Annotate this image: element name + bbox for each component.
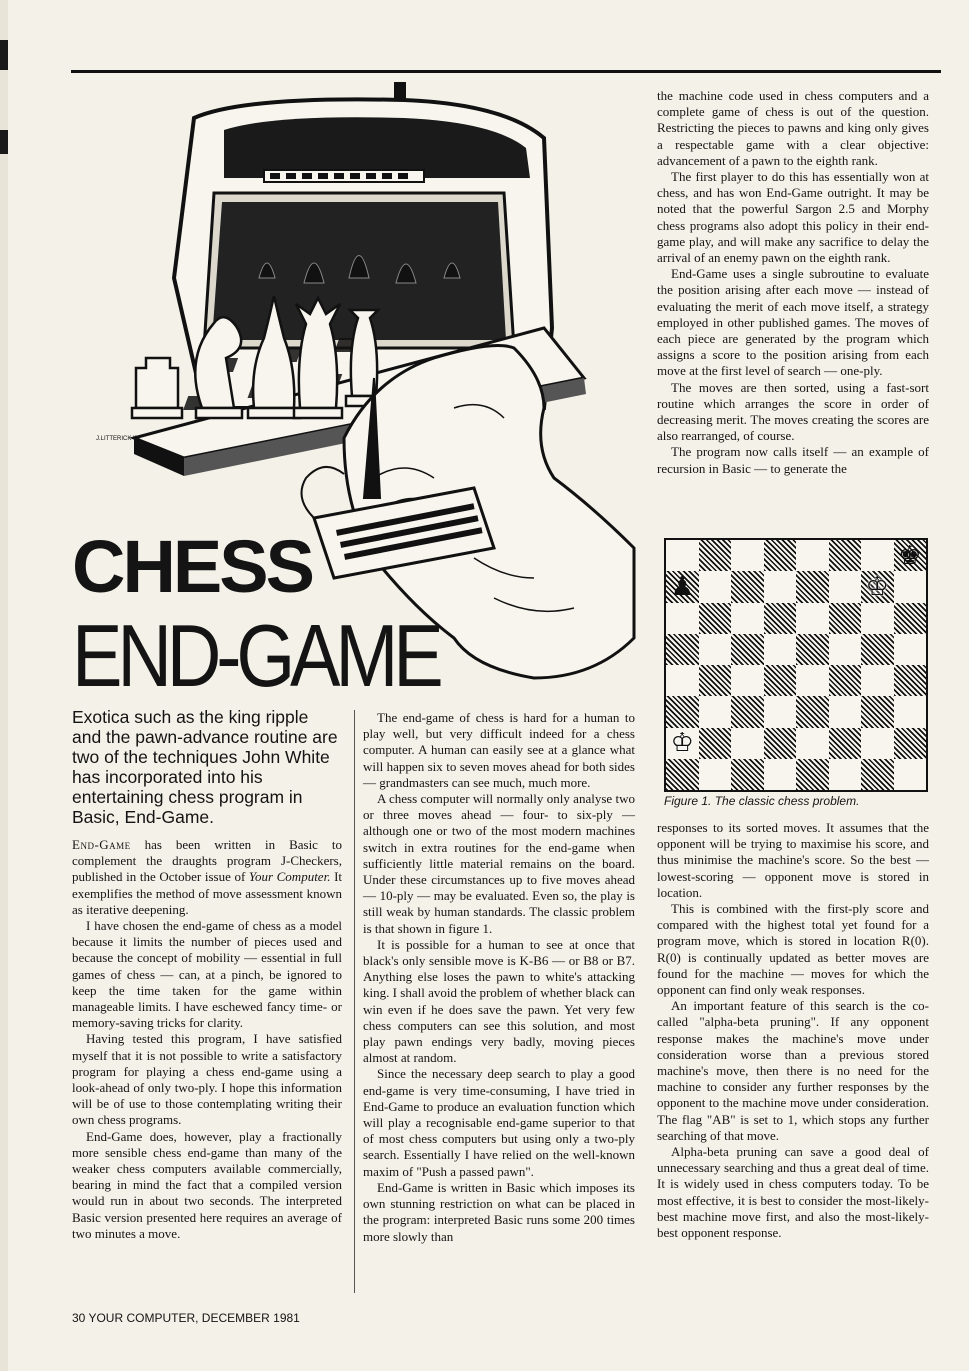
column-divider: [354, 710, 355, 1293]
board-square-h8: [894, 540, 927, 571]
board-square-b7: [699, 571, 732, 602]
board-square-f5: [829, 634, 862, 665]
board-square-f4: [829, 665, 862, 696]
board-square-e1: [796, 759, 829, 790]
board-square-g2: [861, 728, 894, 759]
board-square-h1: [894, 759, 927, 790]
paragraph: Alpha-beta pruning can save a good deal of unnecessary searching and thus a great deal of time. It is widely used in chess computers today. To be most effective, it is best to consider the most-likely-best machine move first, and also the most-likely-best opponent response.: [657, 1144, 929, 1241]
board-square-c2: [731, 728, 764, 759]
lead-smallcaps: End-Game: [72, 837, 131, 852]
paragraph: An important feature of this search is the co-called "alpha-beta pruning". If any opponent response makes the machine's move under consideration worse than a previous stored machine's move, then there is no need for the machine to consider any further responses by the opponent to the machine move under consideration. The flag "AB" is set to 1, which stops any further searching of that move.: [657, 998, 929, 1143]
board-square-d3: [764, 696, 797, 727]
board-square-f2: [829, 728, 862, 759]
board-square-a1: [666, 759, 699, 790]
board-square-e6: [796, 603, 829, 634]
board-square-b4: [699, 665, 732, 696]
paragraph: A chess computer will normally only analyse two or three moves ahead — four- to six-ply — although one or two of the most modern machines switch in extra routines for the end-game when sufficiently little material remains on the board. Under these circumstances up to five moves ahead — 10-ply — may be evaluated. Even so, the play is still weak by human standards. The classic problem is that shown in figure 1.: [363, 791, 635, 936]
board-square-d4: [764, 665, 797, 696]
board-square-c8: [731, 540, 764, 571]
board-square-a8: [666, 540, 699, 571]
spine-mark: [0, 130, 8, 154]
board-square-g4: [861, 665, 894, 696]
board-square-h5: [894, 634, 927, 665]
magazine-title: Your Computer.: [248, 869, 331, 885]
black-piece: ♟: [670, 571, 694, 602]
board-square-f8: [829, 540, 862, 571]
page-spine: [0, 0, 8, 1371]
headline-chess: CHESS: [72, 525, 312, 608]
page-footer: 30 YOUR COMPUTER, DECEMBER 1981: [72, 1311, 300, 1325]
board-square-g8: [861, 540, 894, 571]
board-square-c4: [731, 665, 764, 696]
top-rule: [71, 70, 941, 73]
board-square-e7: [796, 571, 829, 602]
board-square-c1: [731, 759, 764, 790]
board-square-f3: [829, 696, 862, 727]
board-square-a5: [666, 634, 699, 665]
paragraph: The first player to do this has essentially won at chess, and has won End-Game outright. It may be noted that the powerful Sargon 2.5 and Morphy chess programs also adopt this policy in their end-game play, and will make any sacrifice to delay the arrival of an enemy pawn on the eighth rank.: [657, 169, 929, 266]
board-square-b5: [699, 634, 732, 665]
paragraph: [72, 837, 342, 918]
board-square-g3: [861, 696, 894, 727]
board-square-d5: [764, 634, 797, 665]
board-square-c6: [731, 603, 764, 634]
paragraph: Having tested this program, I have satisfied myself that it is not possible to write a satisfactory program for playing a chess end-game using a look-ahead of only two-ply. I hope this information will be of use to those contemplating writing their own chess programs.: [72, 1031, 342, 1128]
board-square-e3: [796, 696, 829, 727]
paragraph: End-Game does, however, play a fractionally more sensible chess end-game than many of the weaker chess computers available commercially, bearing in mind the fact that a compiled version would run in about two seconds. The interpreted Basic version presented here requires an average of two minutes a move.: [72, 1128, 342, 1241]
board-square-a7: [666, 571, 699, 602]
board-square-d7: [764, 571, 797, 602]
artist-signature: J.LITTERICK '81: [96, 436, 141, 442]
paragraph: It is possible for a human to see at once that black's only sensible move is K-B6 — or B8 or B7. Anything else loses the pawn to white's attacking king. I shall avoid the problem of whether black can win even if he does save the pawn. Yet very few chess computers can see this solution, and most play pawn endings very badly, moving pieces almost at random.: [363, 936, 635, 1066]
paragraph: End-Game is written in Basic which imposes its own stunning restriction on what can be placed in the program: interpreted Basic runs some 200 times more slowly than: [363, 1179, 635, 1244]
paragraph: I have chosen the end-game of chess as a model because it limits the number of pieces used and because the concept of mobility — essential in full games of chess — can, at a pinch, be ignored to keep the time taken for the game within manageable limits. I have eschewed fancy time- or memory-saving tricks for clarity.: [72, 918, 342, 1031]
board-square-c3: [731, 696, 764, 727]
paragraph: The end-game of chess is hard for a human to play well, but very difficult indeed for a chess computer. A human can easily see at a glance what will happen six to seven moves ahead for both sides — grandmasters can see much, much more.: [363, 710, 635, 790]
paragraph: The program now calls itself — an example of recursion in Basic — to generate the: [657, 444, 929, 476]
board-square-e8: [796, 540, 829, 571]
board-square-g6: [861, 603, 894, 634]
board-square-d8: [764, 540, 797, 571]
board-square-b3: [699, 696, 732, 727]
article-column-3-bottom: [657, 820, 929, 1241]
board-square-h4: [894, 665, 927, 696]
board-square-e4: [796, 665, 829, 696]
board-square-c5: [731, 634, 764, 665]
board-square-a6: [666, 603, 699, 634]
paragraph: End-Game uses a single subroutine to evaluate the position arising after each move — instead of evaluating the merit of each move itself, a strategy employed in other published games. The moves of each piece are generated by the program which assigns a score to the position arising from each move at the first level of search — one-ply.: [657, 266, 929, 379]
board-square-c7: [731, 571, 764, 602]
article-column-1: [72, 837, 342, 1242]
figure-1-chessboard: [664, 538, 932, 794]
board-square-d1: [764, 759, 797, 790]
board-square-f7: [829, 571, 862, 602]
board-square-a2: [666, 728, 699, 759]
article-column-2: [363, 710, 635, 1245]
article-column-3-top: [657, 88, 929, 477]
board-square-d6: [764, 603, 797, 634]
board-square-g7: [861, 571, 894, 602]
board-square-g5: [861, 634, 894, 665]
paragraph: Since the necessary deep search to play a good end-game is very time-consuming, I have tried in End-Game to produce an evaluation function which will play a recognisable end-game superior to that of most chess computers but using only a two-ply search. Essentially I have relied on the well-known maxim of "Push a passed pawn".: [363, 1066, 635, 1179]
board-square-e2: [796, 728, 829, 759]
board-square-b1: [699, 759, 732, 790]
paragraph: responses to its sorted moves. It assumes that the opponent will be trying to maximise his score, and thus minimise the machine's score. So the best — lowest-scoring — opponent move is stored in location.: [657, 820, 929, 900]
white-piece: ♔: [865, 571, 889, 602]
board-square-f6: [829, 603, 862, 634]
standfirst: Exotica such as the king ripple and the pawn-advance routine are two of the techniques John White has incorporated into his entertaining chess program in Basic, End-Game.: [72, 707, 338, 827]
board-square-b8: [699, 540, 732, 571]
board-square-a3: [666, 696, 699, 727]
paragraph: the machine code used in chess computers and a complete game of chess is out of the question. Restricting the pieces to pawns and king only gives a respectable game with a clear objective: advancement of a pawn to the eighth rank.: [657, 88, 929, 168]
lead-text-end: It exemplifies the method of move assessment known as iterative deepening.: [72, 869, 343, 917]
board-square-h7: [894, 571, 927, 602]
paragraph: This is combined with the first-ply score and compared with the highest total yet found for a program move, which is stored in location R(0). R(0) is continually updated as better moves are found for the machine — moves for which the opponent can find only weak responses.: [657, 901, 929, 998]
headline-end-game: END-GAME: [72, 606, 439, 705]
figure-caption: Figure 1. The classic chess problem.: [664, 794, 860, 808]
white-piece: ♔: [670, 728, 694, 759]
board-square-e5: [796, 634, 829, 665]
paragraph: The moves are then sorted, using a fast-sort routine which arranges the score in order of decreasing merit. The moves creating the scores are also rearranged, of course.: [657, 379, 929, 444]
board-square-h2: [894, 728, 927, 759]
lead-text: has been written in Basic to complement the draughts program J-Checkers, published in the October issue of: [72, 837, 342, 885]
board-square-a4: [666, 665, 699, 696]
board-square-d2: [764, 728, 797, 759]
board-square-b6: [699, 603, 732, 634]
board-square-b2: [699, 728, 732, 759]
board-square-h3: [894, 696, 927, 727]
chessboard-grid: [664, 538, 928, 792]
board-square-g1: [861, 759, 894, 790]
board-square-f1: [829, 759, 862, 790]
spine-mark: [0, 40, 8, 70]
black-piece: ♚: [898, 540, 922, 571]
board-square-h6: [894, 603, 927, 634]
